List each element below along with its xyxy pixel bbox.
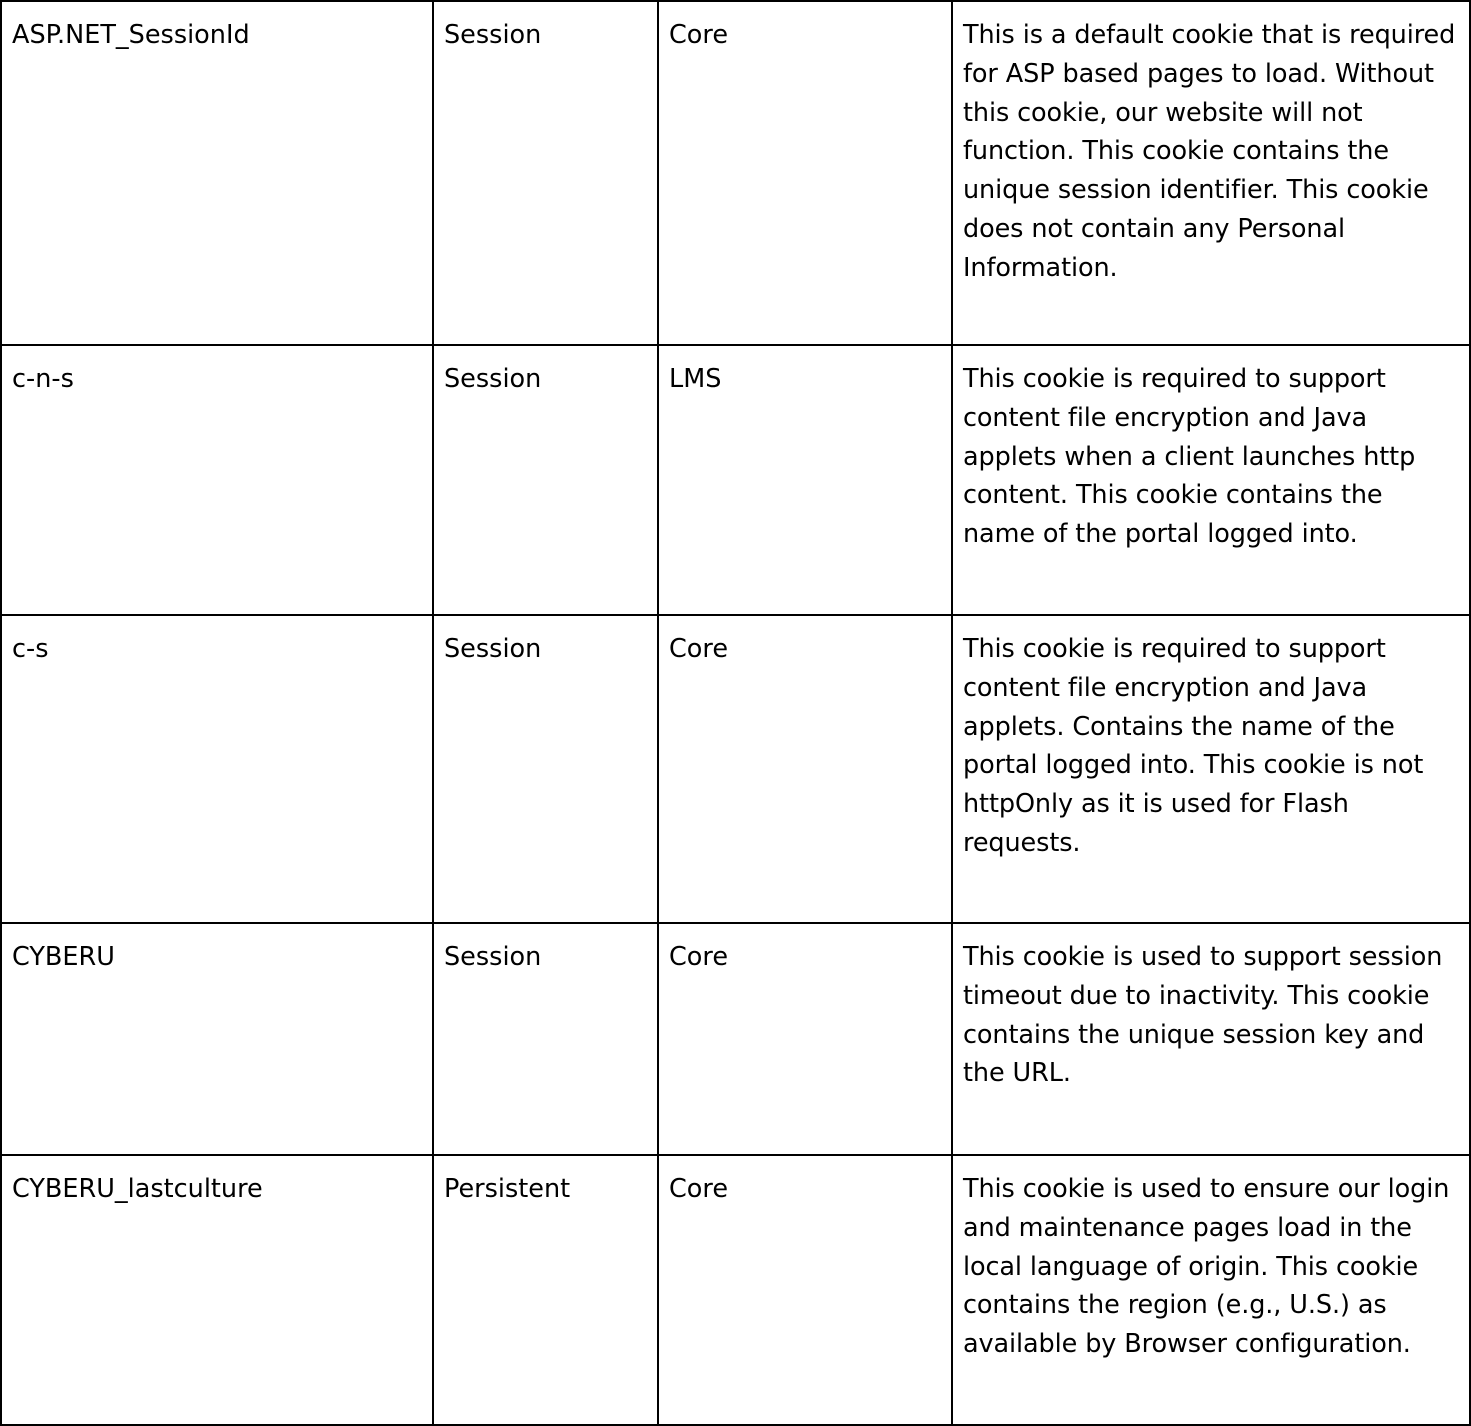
cookie-type-cell: Persistent (433, 1155, 658, 1425)
cookie-category-cell: LMS (658, 345, 952, 615)
cookie-type-cell: Session (433, 1, 658, 345)
table-row (1, 1, 1470, 345)
cookie-description-cell: This cookie is required to support content file encryption and Java applets. Contains the name of the portal logged into. This cookie is not httpOnly as it is used for Flash requests. (952, 615, 1470, 923)
cookie-description-cell: This cookie is used to support session timeout due to inactivity. This cookie contains the unique session key and the URL. (952, 923, 1470, 1155)
cookie-category-cell: Core (658, 923, 952, 1155)
cookie-name-cell: c-n-s (1, 345, 433, 615)
cookie-name-cell: CYBERU_lastculture (1, 1155, 433, 1425)
cookie-type-cell: Session (433, 923, 658, 1155)
table-row (1, 1155, 1470, 1425)
cookie-name-cell: ASP.NET_SessionId (1, 1, 433, 345)
cookie-category-cell: Core (658, 1155, 952, 1425)
cookie-type-cell: Session (433, 345, 658, 615)
table-row (1, 923, 1470, 1155)
cookie-description-cell: This cookie is required to support content file encryption and Java applets when a client launches http content. This cookie contains the name of the portal logged into. (952, 345, 1470, 615)
cookie-name-cell: c-s (1, 615, 433, 923)
cookie-name-cell: CYBERU (1, 923, 433, 1155)
table-row (1, 615, 1470, 923)
table-row (1, 345, 1470, 615)
cookie-category-cell: Core (658, 615, 952, 923)
cookie-description-cell: This is a default cookie that is required for ASP based pages to load. Without this cookie, our website will not function. This cookie contains the unique session identifier. This cookie does not contain any Personal Information. (952, 1, 1470, 345)
cookie-type-cell: Session (433, 615, 658, 923)
cookie-description-cell: This cookie is used to ensure our login and maintenance pages load in the local language of origin. This cookie contains the region (e.g., U.S.) as available by Browser configuration. (952, 1155, 1470, 1425)
cookie-category-cell: Core (658, 1, 952, 345)
